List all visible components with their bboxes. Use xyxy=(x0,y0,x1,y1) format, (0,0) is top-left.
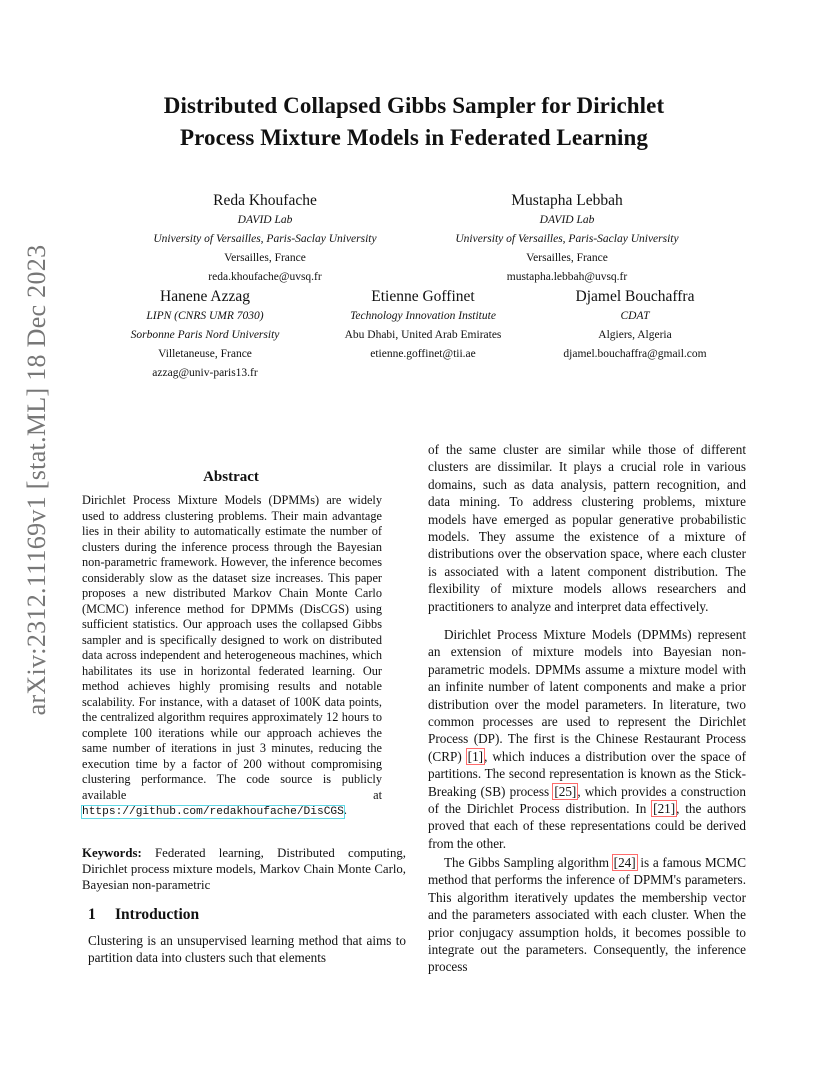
section-heading-introduction xyxy=(88,906,199,924)
section-number: 1 xyxy=(88,906,96,923)
author-name: Etienne Goffinet xyxy=(371,288,475,305)
intro-paragraph-left: Clustering is an unsupervised learning method that aims to partition data into clusters such that elements xyxy=(88,933,406,966)
title-line-2: Process Mixture Models in Federated Learning xyxy=(180,125,648,150)
author-block-lebbah xyxy=(412,191,722,287)
arxiv-identifier: arXiv:2312.11169v1 [stat.ML] 18 Dec 2023 xyxy=(22,244,51,716)
citation-link[interactable]: [1] xyxy=(467,748,484,764)
para2-text-a: Dirichlet Process Mixture Models (DPMMs) represent an extension of mixture models into Bayesian non-parametric models. DPMMs assume a mixture model with an infinite number of latent components and make a prior distribution over the model parameters. In literature, two common processes are used to represent the Dirichlet Process (DP). The first is the Chinese Restaurant Process (CRP) xyxy=(428,627,746,764)
keywords-block xyxy=(82,845,406,893)
author-affiliation: Sorbonne Paris Nord University xyxy=(130,329,280,341)
citation-link[interactable]: [25] xyxy=(554,783,577,799)
author-name: Mustapha Lebbah xyxy=(511,192,623,209)
author-email: mustapha.lebbah@uvsq.fr xyxy=(506,271,628,283)
author-lab: DAVID Lab xyxy=(237,214,293,226)
author-location: Versailles, France xyxy=(526,252,608,264)
author-block-bouchaffra xyxy=(530,287,740,364)
para3-text-b: is a famous MCMC method that performs the inference of DPMM's parameters. This algorithm iteratively updates the membership vector and the parameters associated with each cluster. When the prior conjugacy assumption holds, it becomes possible to integrate out the parameters. Consequently, the inference process xyxy=(428,855,746,975)
author-location: Algiers, Algeria xyxy=(598,329,672,341)
author-lab: DAVID Lab xyxy=(539,214,595,226)
author-email: azzag@univ-paris13.fr xyxy=(152,367,258,379)
title-line-1: Distributed Collapsed Gibbs Sampler for Dirichlet xyxy=(163,93,665,118)
para2-text-d: , the authors proved that each of these representations could be derived from the other. xyxy=(428,801,746,851)
author-lab: Technology Innovation Institute xyxy=(350,310,496,322)
keywords-text: Federated learning, Distributed computing, Dirichlet process mixture models, Markov Chain Monte Carlo, Bayesian non-parametric xyxy=(82,846,406,892)
para3-text-a: The Gibbs Sampling algorithm xyxy=(444,855,613,870)
section-title: Introduction xyxy=(115,906,200,923)
citation-link[interactable]: [21] xyxy=(653,801,676,817)
author-block-goffinet xyxy=(318,287,528,364)
abstract-heading: Abstract xyxy=(203,469,259,485)
author-name: Djamel Bouchaffra xyxy=(575,288,695,305)
para2-text-c: , which provides a construction of the Dirichlet Process distribution. In xyxy=(428,783,746,817)
author-block-khoufache xyxy=(110,191,420,287)
intro-paragraph-right-1: of the same cluster are similar while those of different clusters are dissimilar. It plays a crucial role in various domains, such as data analysis, pattern recognition, and data mining. To address clustering problems, mixture models have emerged as popular generative probabilistic models. They assume the existence of a mixture of distributions over the observation space, where each cluster is associated with a latent component distribution. The flexibility of mixture models allows researchers and practitioners to analyze and interpret data effectively. xyxy=(428,442,746,614)
author-email: djamel.bouchaffra@gmail.com xyxy=(563,348,707,360)
para2-text-b: , which induces a distribution over the space of partitions. The second representation is known as the Stick-Breaking (SB) process xyxy=(428,748,746,799)
author-lab: LIPN (CNRS UMR 7030) xyxy=(146,310,264,322)
intro-paragraph-right-2 xyxy=(428,626,746,852)
author-location: Versailles, France xyxy=(224,252,306,264)
citation-link[interactable]: [24] xyxy=(613,855,636,870)
intro-paragraph-right-3 xyxy=(428,854,746,976)
author-name: Hanene Azzag xyxy=(160,288,250,305)
code-repository-link[interactable]: https://github.com/redakhoufache/DisCGS xyxy=(82,806,344,818)
author-name: Reda Khoufache xyxy=(213,192,317,209)
author-lab: CDAT xyxy=(620,310,650,322)
author-affiliation: University of Versailles, Paris-Saclay University xyxy=(153,233,377,245)
abstract-text: Dirichlet Process Mixture Models (DPMMs) are widely used to address clustering problems. Their main advantage lies in their ability to automatically estimate the number of clusters during the inference process through the Bayesian non-parametric framework. However, the inference becomes considerably slow as the dataset size increases. This paper proposes a new distributed Markov Chain Monte Carlo (MCMC) inference method for DPMMs (DisCGS) using sufficient statistics. Our approach uses the collapsed Gibbs sampler and is specifically designed to work on distributed data across independent and heterogeneous machines, which habilitates its use in horizontal federated learning. Our method achieves highly promising results and notable scalability. For instance, with a dataset of 100K data points, the centralized algorithm requires approximately 12 hours to complete 100 iterations while our approach achieves the same number of iterations in just 3 minutes, reducing the execution time by a factor of 200 without compromising clustering performance. The code source is publicly available at xyxy=(82,493,382,802)
abstract-body xyxy=(82,493,382,821)
abstract-end: . xyxy=(343,803,347,817)
keywords-label: Keywords: xyxy=(82,846,142,860)
author-location: Abu Dhabi, United Arab Emirates xyxy=(344,329,502,341)
author-location: Villetaneuse, France xyxy=(158,348,252,360)
paper-title xyxy=(60,90,768,154)
author-block-azzag xyxy=(95,287,315,383)
author-affiliation: University of Versailles, Paris-Saclay University xyxy=(455,233,679,245)
author-email: etienne.goffinet@tii.ae xyxy=(370,348,476,360)
author-email: reda.khoufache@uvsq.fr xyxy=(208,271,322,283)
